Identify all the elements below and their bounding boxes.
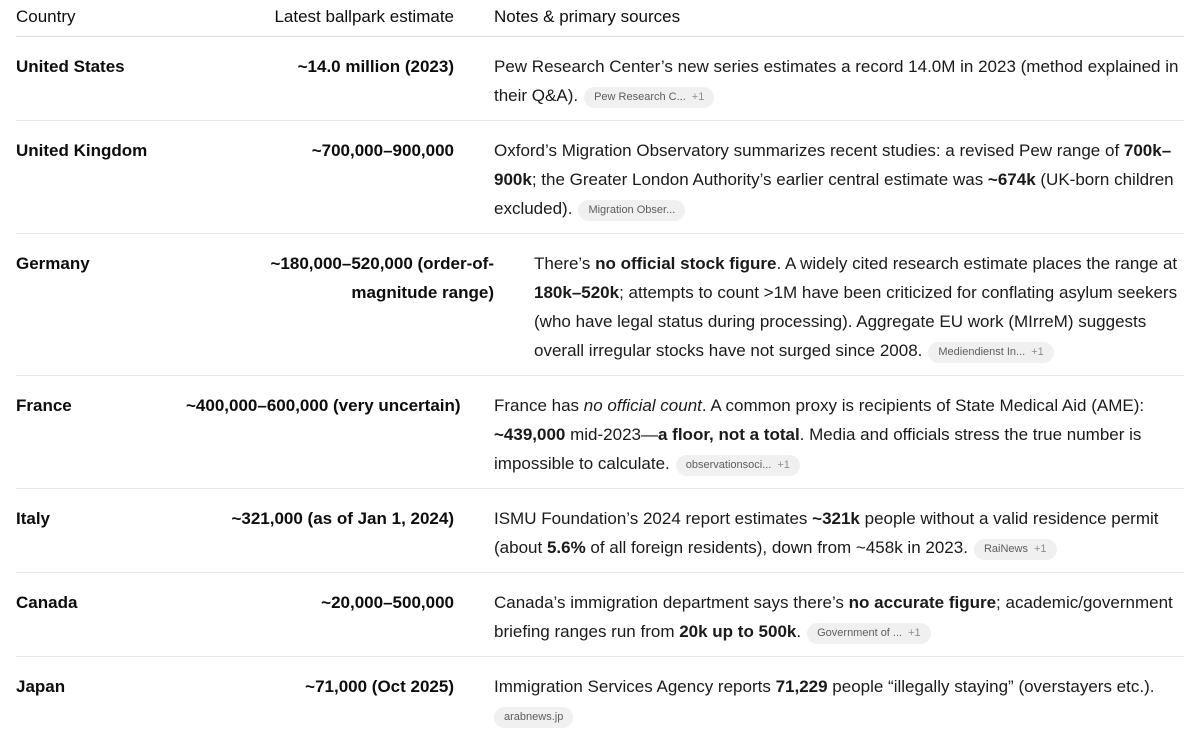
header-estimate: Latest ballpark estimate (274, 7, 454, 26)
country-cell: Italy (16, 509, 51, 528)
notes-emphasis: ~674k (987, 170, 1036, 189)
source-chip[interactable] (494, 707, 573, 728)
notes-text: people “illegally staying” (overstayers etc.). (827, 677, 1155, 696)
notes-text: . A widely cited research estimate places the range at (776, 254, 1178, 273)
header-country: Country (16, 7, 76, 26)
table-row-france (16, 376, 1184, 489)
notes-cell (454, 489, 1184, 572)
source-chip[interactable] (974, 539, 1057, 560)
source-chip[interactable] (807, 623, 931, 644)
notes-emphasis: no official stock figure (595, 254, 777, 273)
notes-emphasis: ~439,000 (494, 425, 566, 444)
notes-text: Canada’s immigration department says there’s (494, 593, 849, 612)
notes-emphasis: 71,229 (775, 677, 828, 696)
source-chip-label: Migration Obser... (588, 204, 676, 216)
table-row-canada (16, 573, 1184, 657)
estimate-cell: ~71,000 (Oct 2025) (305, 677, 454, 696)
source-chip-label: Government of ... (817, 627, 903, 639)
country-cell: United Kingdom (16, 141, 148, 160)
estimate-cell: ~14.0 million (2023) (297, 57, 454, 76)
notes-text: mid-2023— (565, 425, 658, 444)
notes-emphasis: 700k–900k (494, 141, 1172, 189)
notes-cell (454, 573, 1184, 656)
notes-text: . (796, 622, 802, 641)
notes-text: . Media and officials stress the true number is impossible to calculate. (494, 425, 1142, 473)
notes-text: ; the Greater London Authority’s earlier central estimate was (531, 170, 988, 189)
notes-cell (454, 657, 1184, 741)
estimate-cell: ~700,000–900,000 (311, 141, 454, 160)
estimate-cell: ~321,000 (as of Jan 1, 2024) (231, 509, 454, 528)
source-chip-count: +1 (691, 91, 705, 103)
country-cell: United States (16, 57, 125, 76)
estimates-table (16, 0, 1184, 741)
source-chip[interactable] (584, 87, 714, 108)
table-row-japan (16, 657, 1184, 741)
estimate-cell: ~180,000–520,000 (order-of-magnitude range) (270, 254, 494, 302)
table-row-united-states (16, 37, 1184, 121)
notes-text: Pew Research Center’s new series estimates a record 14.0M in 2023 (method explained in their Q&A). (494, 57, 1179, 105)
source-chip-count: +1 (777, 459, 790, 471)
source-chip[interactable] (578, 200, 685, 221)
source-chip-count: +1 (908, 627, 921, 639)
country-cell: Canada (16, 593, 78, 612)
country-cell: France (16, 396, 72, 415)
notes-emphasis: a floor, not a total (658, 425, 800, 444)
notes-cell (454, 121, 1184, 233)
notes-cell (454, 37, 1184, 120)
source-chip-count: +1 (1033, 543, 1047, 555)
notes-emphasis: 5.6% (546, 538, 586, 557)
notes-text: Immigration Services Agency reports (494, 677, 776, 696)
header-notes: Notes & primary sources (494, 7, 681, 26)
notes-cell (454, 376, 1184, 488)
source-chip[interactable] (676, 455, 800, 476)
notes-emphasis: 180k–520k (534, 283, 620, 302)
notes-text: ; academic/government briefing ranges run from (494, 593, 1173, 641)
source-chip[interactable] (928, 342, 1053, 363)
source-chip-label: Mediendienst In... (938, 346, 1026, 358)
estimate-cell: ~400,000–600,000 (very uncertain) (186, 396, 461, 415)
notes-text: (UK-born children excluded). (494, 170, 1174, 218)
notes-emphasis: ~321k (812, 509, 860, 528)
notes-cell (494, 234, 1184, 375)
notes-text: . A common proxy is recipients of State Medical Aid (AME): (701, 396, 1145, 415)
source-chip-label: RaiNews (983, 543, 1028, 555)
table-row-germany (16, 234, 1184, 376)
notes-text: of all foreign residents), down from ~458k in 2023. (585, 538, 968, 557)
notes-text: Oxford’s Migration Observatory summarizes recent studies: a revised Pew range of (494, 141, 1124, 160)
country-cell: Germany (16, 254, 90, 273)
country-cell: Japan (16, 677, 66, 696)
notes-text: There’s (534, 254, 596, 273)
table-row-united-kingdom (16, 121, 1184, 234)
notes-text: France has (494, 396, 584, 415)
notes-emphasis: 20k up to 500k (679, 622, 797, 641)
table-header-row (16, 0, 1184, 37)
source-chip-label: Pew Research C... (594, 91, 686, 103)
notes-text: people without a valid residence permit (about (494, 509, 1159, 557)
notes-italic: no official count (583, 396, 702, 415)
notes-emphasis: no accurate figure (848, 593, 997, 612)
source-chip-count: +1 (1031, 346, 1044, 358)
notes-text: ISMU Foundation’s 2024 report estimates (494, 509, 813, 528)
table-row-italy (16, 489, 1184, 573)
source-chip-label: observationsoci... (685, 459, 772, 471)
notes-text: ; attempts to count >1M have been criticized for conflating asylum seekers (who have legal status during processing). Aggregate EU work (MIrreM) suggests overall irregular stocks have not surged since 2008. (534, 283, 1178, 360)
estimate-cell: ~20,000–500,000 (321, 593, 454, 612)
source-chip-label: arabnews.jp (504, 711, 564, 723)
